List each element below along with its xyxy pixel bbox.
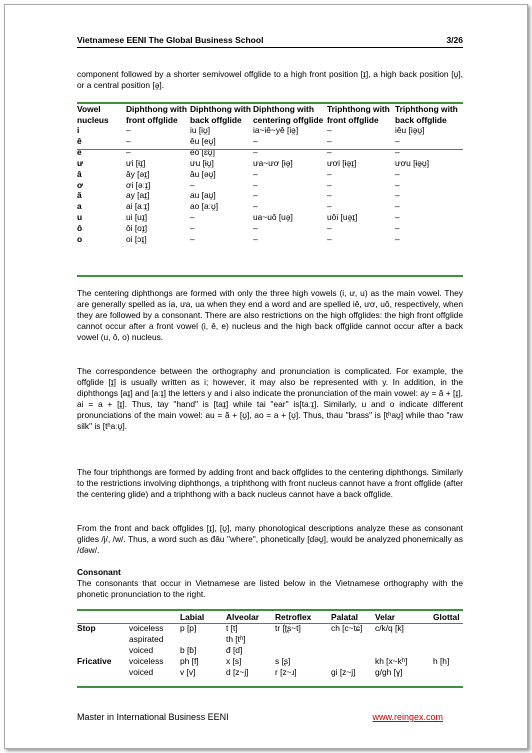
table-cell: au [aʊ̯] xyxy=(190,190,216,201)
consonant-intro: The consonants that occur in Vietnamese are listed below in the Vietnamese orthography with the phonetic pronunciation to the right. xyxy=(77,578,463,600)
table-cell: ui [uɪ̯] xyxy=(126,212,148,223)
table-cell: x [s] xyxy=(226,656,242,666)
table-cell: – xyxy=(190,223,195,234)
table-cell: ia~iê~yê [iə̯] xyxy=(253,125,299,135)
table-cell xyxy=(77,634,129,645)
table1-bottom-rule xyxy=(77,275,463,277)
table-cell: – xyxy=(126,125,131,135)
table-cell: – xyxy=(190,212,195,223)
table-cell xyxy=(275,645,331,656)
header-title: Vietnamese EENI The Global Business School xyxy=(77,35,264,45)
table-cell: ôi [oɪ̯] xyxy=(126,223,148,234)
table-cell: – xyxy=(253,168,258,179)
intro-paragraph: component followed by a shorter semivowel offglide to a high front position [ɪ̯], a high back position [ʊ̯], or a central position [ə̯]. xyxy=(77,69,463,91)
centering-diphthongs-paragraph: The centering diphthongs are formed with only the three high vowels (i, ư, u) as the main vowel. They are generally spelled as ia, ưa, ua when they end a word and are spelled iê, ươ, uô, respectively, when they are followed by a consonant. There are also restrictions on the high offglides: the high front offglide cannot occur after a front vowel (i, ê, e) nucleus and the high back offglide cannot occur after a back vowel (u, ô, o) nucleus. xyxy=(77,288,463,343)
vowel-table-body xyxy=(77,125,463,245)
table-cell: aspirated xyxy=(129,634,164,644)
table-cell: iêu [iə̯ʊ̯] xyxy=(395,125,425,135)
table-cell: oi [ɔɪ̯] xyxy=(126,234,147,245)
table-cell: ph [f] xyxy=(180,656,199,666)
table-cell xyxy=(331,634,375,645)
consonant-row xyxy=(77,634,463,645)
table-cell: – xyxy=(327,146,332,157)
table-cell: – xyxy=(253,223,258,234)
table-cell: – xyxy=(253,135,258,146)
col-header: Triphthong with front offglide xyxy=(327,104,390,125)
table-cell: – xyxy=(327,135,332,146)
table-cell: t [t] xyxy=(226,623,238,633)
page-header xyxy=(77,35,463,45)
table-cell: ô xyxy=(77,223,83,234)
table-cell: – xyxy=(395,146,400,157)
table-cell: ơ xyxy=(77,179,83,190)
table1-header-rule xyxy=(77,149,463,150)
table-cell: voiced xyxy=(129,645,154,655)
consonant-row xyxy=(77,623,463,634)
table-cell: – xyxy=(395,135,400,146)
consonant-table-body xyxy=(77,623,463,678)
col-header xyxy=(77,612,129,623)
table2-top-rule xyxy=(77,609,463,611)
table-cell: a xyxy=(77,201,82,212)
table-cell: p [p] xyxy=(180,623,197,633)
table-cell: đ [ɗ] xyxy=(226,645,243,655)
vowel-row xyxy=(77,190,463,201)
table-cell: – xyxy=(253,179,258,190)
col-header: Palatal xyxy=(331,612,359,622)
vowel-row xyxy=(77,201,463,212)
table-cell: u xyxy=(77,212,83,223)
table-cell: ao [aːʊ̯] xyxy=(190,201,219,212)
table-cell xyxy=(375,634,433,645)
vowel-row xyxy=(77,158,463,169)
table-cell: – xyxy=(395,201,400,212)
table-cell xyxy=(433,645,463,656)
table-cell: – xyxy=(327,168,332,179)
col-header: Diphthong with centering offglide xyxy=(253,104,324,125)
triphthongs-paragraph: The four triphthongs are formed by adding front and back offglides to the centering diphthongs. Similarly to the restrictions involving diphthongs, a triphthong with front nucleus cannot have a front offglide (after the centering glide) and a triphthong with a back nucleus cannot have a back offglide. xyxy=(77,467,463,500)
table-cell: ây [əɪ̯] xyxy=(126,168,150,179)
table-cell: d [z~j] xyxy=(226,667,249,677)
page-footer xyxy=(77,712,443,722)
col-header: Retroflex xyxy=(275,612,312,622)
table-cell xyxy=(77,645,129,656)
table-cell: – xyxy=(126,146,131,157)
table-cell: ưu [ɨʊ̯] xyxy=(190,157,214,168)
vowel-row xyxy=(77,169,463,180)
orthography-paragraph: The correspondence between the orthography and pronunciation is complicated. For example, the offglide [ɪ̯] is usually written as i; however, it may also be represented with y. In addition, in the diphthongs [aɪ̯] and [aːɪ̯] the letters y and i also indicate the pronunciation of the main vowel: ay = ă + [ɪ̯], ai = a + [ɪ̯]. Thus, tay "hand" is [taɪ̯] while tai "ear" is[taːɪ̯]. Similarly, u and o indicate different pronunciations of the main vowel: au = ă + [ʊ̯], ao = a + [ʊ̯]. Thus, thau "brass" is [tʰaʊ̯] while thao "raw silk" is [tʰaːʊ̯]. xyxy=(77,366,463,432)
table-cell: o xyxy=(77,234,83,245)
col-header: Triphthong with back offglide xyxy=(395,104,458,125)
table-cell: voiceless xyxy=(129,623,164,633)
table-cell: – xyxy=(253,146,258,157)
col-header: Alveolar xyxy=(226,612,260,622)
table-cell: – xyxy=(126,135,131,146)
table-cell: – xyxy=(395,168,400,179)
glides-paragraph: From the front and back offglides [ɪ̯], [ʊ̯], many phonological descriptions analyze these as consonant glides /j/, /w/. Thus, a word such as đâu "where", phonetically [ɗəʊ̯], would be analyzed phonemically as /ɗəw/. xyxy=(77,523,463,556)
table-cell: – xyxy=(395,223,400,234)
col-header: Diphthong with back offglide xyxy=(190,104,251,125)
table-cell: eo [ɛʊ̯] xyxy=(190,146,215,157)
col-header: Diphthong with front offglide xyxy=(126,104,187,125)
table-cell: ươu [ɨə̯ʊ̯] xyxy=(395,157,430,168)
table-cell xyxy=(331,656,375,667)
col-header: Glottal xyxy=(433,612,460,622)
consonant-table xyxy=(77,612,463,678)
table-cell: g/gh [ɣ] xyxy=(375,667,403,677)
table-cell: kh [x~kʰ] xyxy=(375,656,408,666)
table-cell: r [z~ɹ] xyxy=(275,667,297,677)
table-cell xyxy=(77,667,129,678)
table-cell: th [tʰ] xyxy=(226,634,246,644)
table-cell: – xyxy=(395,190,400,201)
col-header: Labial xyxy=(180,612,205,622)
table-cell: – xyxy=(253,201,258,212)
table-cell: ưa~ươ [ɨə̯] xyxy=(253,157,293,168)
table-cell: â xyxy=(77,168,82,179)
col-header xyxy=(129,612,180,623)
vowel-table-header xyxy=(77,104,463,125)
table-cell: – xyxy=(327,125,332,135)
consonant-row xyxy=(77,667,463,678)
table-cell: tr [ʈ͡ʂ~t] xyxy=(275,623,301,633)
table2-bottom-rule xyxy=(77,686,463,688)
table-cell: h [h] xyxy=(433,656,450,666)
table-cell: – xyxy=(395,234,400,245)
consonant-row xyxy=(77,656,463,667)
col-header: Vowel nucleus xyxy=(77,104,109,125)
table-cell: ơi [əːɪ̯] xyxy=(126,179,151,190)
table-cell xyxy=(433,623,463,634)
table-cell: Stop xyxy=(77,623,96,633)
table-cell: – xyxy=(327,234,332,245)
vowel-row xyxy=(77,223,463,234)
table-cell: ư xyxy=(77,157,84,168)
col-header: Velar xyxy=(375,612,396,622)
vowel-row xyxy=(77,125,463,136)
consonant-table-header xyxy=(77,612,463,623)
table-cell: s [ʂ] xyxy=(275,656,291,666)
table-cell: – xyxy=(327,190,332,201)
table-cell: ă xyxy=(77,190,82,201)
table-cell xyxy=(275,634,331,645)
page-number: 3/26 xyxy=(446,35,463,45)
consonant-row xyxy=(77,645,463,656)
table-cell: – xyxy=(190,179,195,190)
table-cell: – xyxy=(327,179,332,190)
table-cell: voiced xyxy=(129,667,154,677)
table-cell: ê xyxy=(77,135,82,146)
table-cell: – xyxy=(327,223,332,234)
table-cell: c/k/q [k] xyxy=(375,623,404,633)
vowel-row xyxy=(77,180,463,191)
table-cell: gi [z~j] xyxy=(331,667,356,677)
table-cell xyxy=(180,634,226,645)
table-cell: iu [iʊ̯] xyxy=(190,125,211,135)
footer-text: Master in International Business EENI xyxy=(77,712,229,722)
table-cell: – xyxy=(253,190,258,201)
table-cell: uôi [uə̯ɪ̯] xyxy=(327,212,358,223)
table-cell: ch [c~t͡ɕ] xyxy=(331,623,363,633)
table-cell: – xyxy=(395,212,400,223)
table-cell: ua~uô [uə̯] xyxy=(253,212,293,223)
table-cell xyxy=(375,645,433,656)
document-page xyxy=(4,4,528,749)
table-cell: v [v] xyxy=(180,667,196,677)
vowel-table xyxy=(77,104,463,245)
table-cell: b [ɓ] xyxy=(180,645,197,655)
table-cell xyxy=(331,645,375,656)
table2-header-rule xyxy=(77,623,463,624)
table-cell: êu [eʊ̯] xyxy=(190,135,216,146)
table-cell: Fricative xyxy=(77,656,112,666)
vowel-row xyxy=(77,136,463,147)
table-cell: – xyxy=(253,234,258,245)
table-cell: – xyxy=(327,201,332,212)
consonant-heading: Consonant xyxy=(77,567,121,577)
table-cell: i xyxy=(77,125,80,135)
table-cell: ưi [ɨɪ̯] xyxy=(126,157,146,168)
table-cell: ươi [ɨə̯ɪ̯] xyxy=(327,157,357,168)
table-cell: voiceless xyxy=(129,656,164,666)
table-cell: âu [əʊ̯] xyxy=(190,168,216,179)
website-link[interactable]: www.reingex.com xyxy=(372,712,443,722)
header-divider xyxy=(77,47,463,48)
vowel-row xyxy=(77,234,463,245)
vowel-row xyxy=(77,212,463,223)
table-cell xyxy=(433,667,463,678)
table-cell xyxy=(433,634,463,645)
table-cell: – xyxy=(395,179,400,190)
table-cell: ay [aɪ̯] xyxy=(126,190,150,201)
table-cell: ai [aːɪ̯] xyxy=(126,201,150,212)
table-cell: – xyxy=(190,234,195,245)
table-cell: e xyxy=(77,146,82,157)
